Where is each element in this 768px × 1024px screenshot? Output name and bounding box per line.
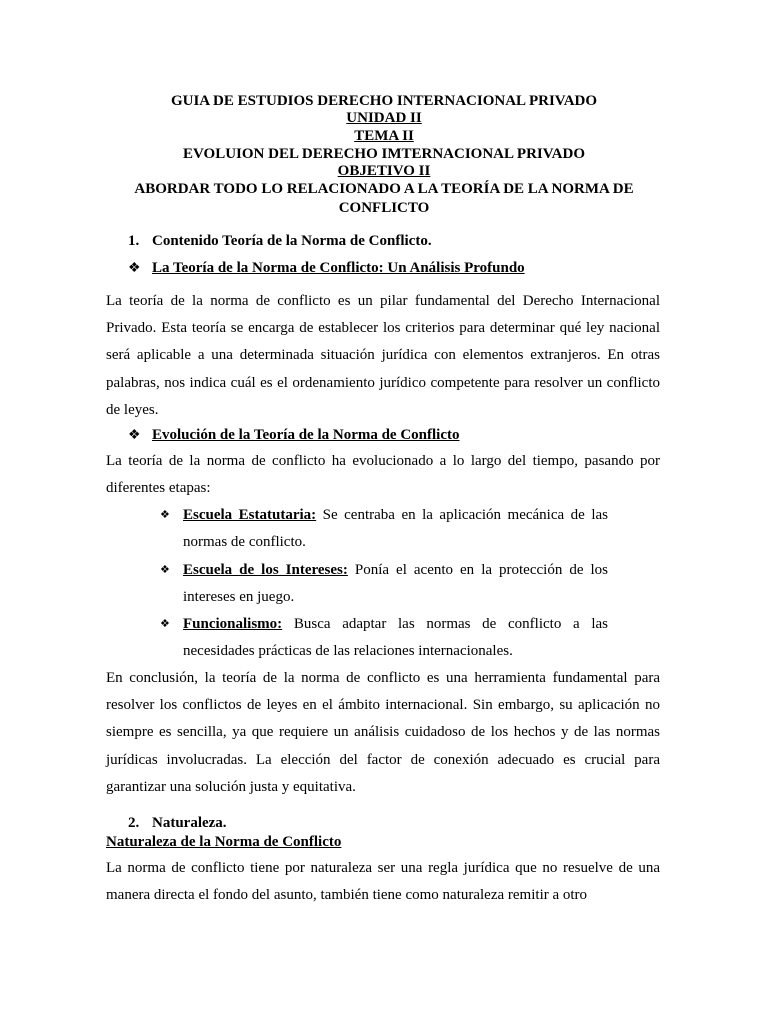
section-1-title: Contenido Teoría de la Norma de Conflicto.	[152, 233, 432, 249]
diamond-bullet-icon: ❖	[160, 564, 170, 576]
subheading-evolution	[128, 426, 460, 445]
header-topic-text: TEMA II	[354, 128, 414, 144]
list-item-text	[183, 557, 608, 611]
section-2-number: 2.	[128, 815, 140, 831]
paragraph-intro: La teoría de la norma de conflicto es un pilar fundamental del Derecho Internacional Privado. Esta teoría se encarga de establecer los criterios para determinar qué ley nacional será aplicable a una determinada situación jurídica con elementos extranjeros. En otras palabras, nos indica cuál es el ordenamiento jurídico competente para resolver un conflicto de leyes.	[106, 293, 660, 418]
section-2-heading	[128, 814, 227, 832]
paragraph-evolution: La teoría de la norma de conflicto ha evolucionado a lo largo del tiempo, pasando por diferentes etapas:	[106, 453, 660, 497]
header-objective-desc-cont: CONFLICTO	[338, 200, 430, 216]
header-objective	[100, 163, 668, 180]
header-unit	[100, 110, 668, 127]
subheading-evolution-title: Evolución de la Teoría de la Norma de Conflicto	[152, 427, 460, 443]
list-item-desc: Se centraba en la aplicación mecánica de las normas de conflicto.	[183, 507, 608, 551]
section-1-heading	[128, 232, 432, 250]
header-topic	[100, 128, 668, 145]
list-item-label: Escuela de los Intereses:	[183, 562, 348, 578]
list-item-desc: Ponía el acento en la protección de los intereses en juego.	[183, 562, 608, 606]
list-item	[160, 611, 608, 665]
section-1-number: 1.	[128, 233, 140, 249]
paragraph-conclusion: En conclusión, la teoría de la norma de conflicto es una herramienta fundamental para resolver los conflictos de leyes en el ámbito internacional. Sin embargo, su aplicación no siempre es sencilla, ya que requiere un análisis cuidadoso de los hechos y de las normas jurídicas involucradas. La elección del factor de conexión adecuado es crucial para garantizar una solución justa y equitativa.	[106, 670, 660, 795]
list-item-label: Funcionalismo:	[183, 616, 283, 632]
subheading-analysis-title: La Teoría de la Norma de Conflicto: Un Análisis Profundo	[152, 260, 525, 276]
list-item	[160, 557, 608, 611]
list-item-desc: Busca adaptar las normas de conflicto a las necesidades prácticas de las relaciones internacionales.	[183, 616, 608, 660]
list-item	[160, 502, 608, 556]
list-item-text	[183, 502, 608, 556]
section-2-subtitle: Naturaleza de la Norma de Conflicto	[106, 834, 342, 850]
list-item-text	[183, 611, 608, 665]
diamond-bullet-icon: ❖	[160, 618, 170, 630]
section-2-title: Naturaleza.	[152, 815, 227, 831]
header-objective-text: OBJETIVO II	[337, 163, 431, 179]
list-item-label: Escuela Estatutaria:	[183, 507, 317, 523]
subheading-analysis	[128, 259, 525, 278]
header-title: GUIA DE ESTUDIOS DERECHO INTERNACIONAL PRIVADO	[170, 93, 598, 109]
paragraph-nature: La norma de conflicto tiene por naturaleza ser una regla jurídica que no resuelve de una manera directa el fondo del asunto, también tiene como naturaleza remitir a otro	[106, 860, 660, 904]
header-unit-text: UNIDAD II	[346, 110, 422, 126]
diamond-bullet-icon: ❖	[160, 509, 170, 521]
header-subject: EVOLUION DEL DERECHO IMTERNACIONAL PRIVADO	[183, 146, 585, 162]
header-objective-desc: ABORDAR TODO LO RELACIONADO A LA TEORÍA DE LA NORMA DE	[134, 181, 634, 197]
diamond-bullet-icon: ❖	[128, 428, 141, 443]
diamond-bullet-icon: ❖	[128, 261, 141, 276]
